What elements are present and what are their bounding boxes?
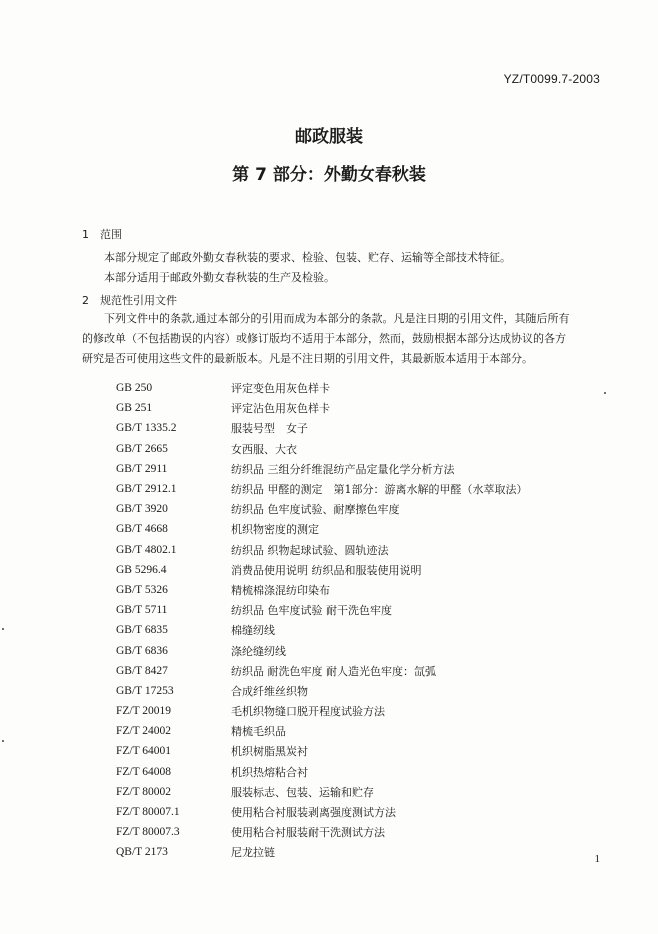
reference-row <box>116 620 528 640</box>
reference-title: 纺织品 色牢度试验、耐摩擦色牢度 <box>231 503 400 517</box>
reference-code: FZ/T 80007.3 <box>116 826 180 839</box>
reference-title: 纺织品 耐洗色牢度 耐人造光色牢度：氙弧 <box>231 664 436 678</box>
reference-code: GB 251 <box>116 402 153 415</box>
reference-code: FZ/T 80007.1 <box>116 806 180 819</box>
reference-title: 女西服、大衣 <box>231 442 297 456</box>
reference-code: GB 250 <box>116 382 153 395</box>
reference-title: 精梳棉涤混纺印染布 <box>231 583 330 597</box>
reference-code: GB/T 2911 <box>116 462 168 475</box>
reference-code: GB/T 1335.2 <box>116 422 177 435</box>
reference-title: 棉缝纫线 <box>231 624 275 638</box>
reference-row <box>116 842 528 862</box>
reference-title: 消费品使用说明 纺织品和服装使用说明 <box>231 563 422 577</box>
reference-title: 尼龙拉链 <box>231 846 275 860</box>
reference-code: GB/T 2912.1 <box>116 483 177 496</box>
reference-row <box>116 499 528 519</box>
section-2-paragraph-line-1: 下列文件中的条款,通过本部分的引用而成为本部分的条款。凡是注日期的引用文件，其随后所有 <box>104 312 570 325</box>
scan-speck <box>604 392 606 394</box>
reference-title: 纺织品 甲醛的测定 第1部分：游离水解的甲醛（水萃取法） <box>231 483 528 497</box>
reference-row <box>116 540 528 560</box>
document-title: 邮政服装 <box>295 127 363 147</box>
reference-code: GB/T 3920 <box>116 503 168 516</box>
reference-title: 毛机织物缝口脱开程度试验方法 <box>231 705 385 719</box>
reference-title: 合成纤维丝织物 <box>231 684 308 698</box>
reference-row <box>116 580 528 600</box>
reference-code: FZ/T 20019 <box>116 705 172 718</box>
reference-row <box>116 681 528 701</box>
reference-row <box>116 822 528 842</box>
reference-title: 机织物密度的测定 <box>231 523 319 537</box>
reference-row <box>116 459 528 479</box>
reference-code: GB/T 4668 <box>116 523 168 536</box>
reference-row <box>116 560 528 580</box>
section-1-heading <box>82 226 122 242</box>
reference-code: GB/T 5711 <box>116 604 168 617</box>
reference-row <box>116 762 528 782</box>
reference-code: GB/T 5326 <box>116 583 168 596</box>
reference-row <box>116 378 528 398</box>
section-title: 规范性引用文件 <box>100 294 177 307</box>
reference-code: FZ/T 64008 <box>116 765 172 778</box>
reference-code: GB/T 6835 <box>116 624 168 637</box>
normative-references-list <box>116 378 528 863</box>
scan-speck <box>2 628 4 630</box>
reference-title: 纺织品 三组分纤维混纺产品定量化学分析方法 <box>231 462 455 476</box>
reference-row <box>116 741 528 761</box>
reference-code: QB/T 2173 <box>116 846 168 859</box>
reference-code: FZ/T 80002 <box>116 785 172 798</box>
reference-title: 机织树脂黑炭衬 <box>231 745 308 759</box>
reference-code: GB/T 17253 <box>116 684 174 697</box>
reference-row <box>116 640 528 660</box>
reference-code: FZ/T 24002 <box>116 725 172 738</box>
reference-row <box>116 519 528 539</box>
reference-row <box>116 600 528 620</box>
page-number: 1 <box>594 853 600 865</box>
reference-title: 涤纶缝纫线 <box>231 644 286 658</box>
reference-row <box>116 721 528 741</box>
reference-code: GB/T 8427 <box>116 664 168 677</box>
reference-title: 纺织品 织物起球试验、圆轨迹法 <box>231 543 389 557</box>
reference-code: GB/T 2665 <box>116 442 168 455</box>
reference-code: GB/T 4802.1 <box>116 543 177 556</box>
section-number: 2 <box>82 294 89 307</box>
reference-title: 机织热熔粘合衬 <box>231 765 308 779</box>
reference-row <box>116 661 528 681</box>
reference-title: 评定沾色用灰色样卡 <box>231 402 330 416</box>
reference-row <box>116 439 528 459</box>
reference-title: 使用粘合衬服装剥离强度测试方法 <box>231 806 396 820</box>
reference-title: 使用粘合衬服装耐干洗测试方法 <box>231 826 385 840</box>
reference-code: FZ/T 64001 <box>116 745 172 758</box>
document-subtitle: 第 7 部分：外勤女春秋装 <box>232 165 426 185</box>
standard-code: YZ/T0099.7-2003 <box>503 72 600 86</box>
reference-title: 精梳毛织品 <box>231 725 286 739</box>
reference-row <box>116 398 528 418</box>
section-2-heading <box>82 292 177 308</box>
reference-row <box>116 479 528 499</box>
reference-row <box>116 701 528 721</box>
section-1-paragraph-2: 本部分适用于邮政外勤女春秋装的生产及检验。 <box>104 271 335 284</box>
reference-row <box>116 418 528 438</box>
reference-row <box>116 802 528 822</box>
reference-code: GB 5296.4 <box>116 563 167 576</box>
section-2-paragraph-line-3: 研究是否可使用这些文件的最新版本。凡是不注日期的引用文件，其最新版本适用于本部分。 <box>82 352 533 365</box>
scan-speck <box>2 740 4 742</box>
reference-row <box>116 782 528 802</box>
reference-title: 纺织品 色牢度试验 耐干洗色牢度 <box>231 604 392 618</box>
section-title: 范围 <box>100 228 122 241</box>
section-1-paragraph-1: 本部分规定了邮政外勤女春秋装的要求、检验、包装、贮存、运输等全部技术特征。 <box>104 251 511 264</box>
section-2-paragraph-line-2: 的修改单（不包括勘误的内容）或修订版均不适用于本部分，然而，鼓励根据本部分达成协议的各方 <box>82 332 566 345</box>
reference-title: 评定变色用灰色样卡 <box>231 382 330 396</box>
section-number: 1 <box>82 228 89 241</box>
reference-title: 服装号型 女子 <box>231 422 308 436</box>
reference-code: GB/T 6836 <box>116 644 168 657</box>
reference-title: 服装标志、包装、运输和贮存 <box>231 785 374 799</box>
